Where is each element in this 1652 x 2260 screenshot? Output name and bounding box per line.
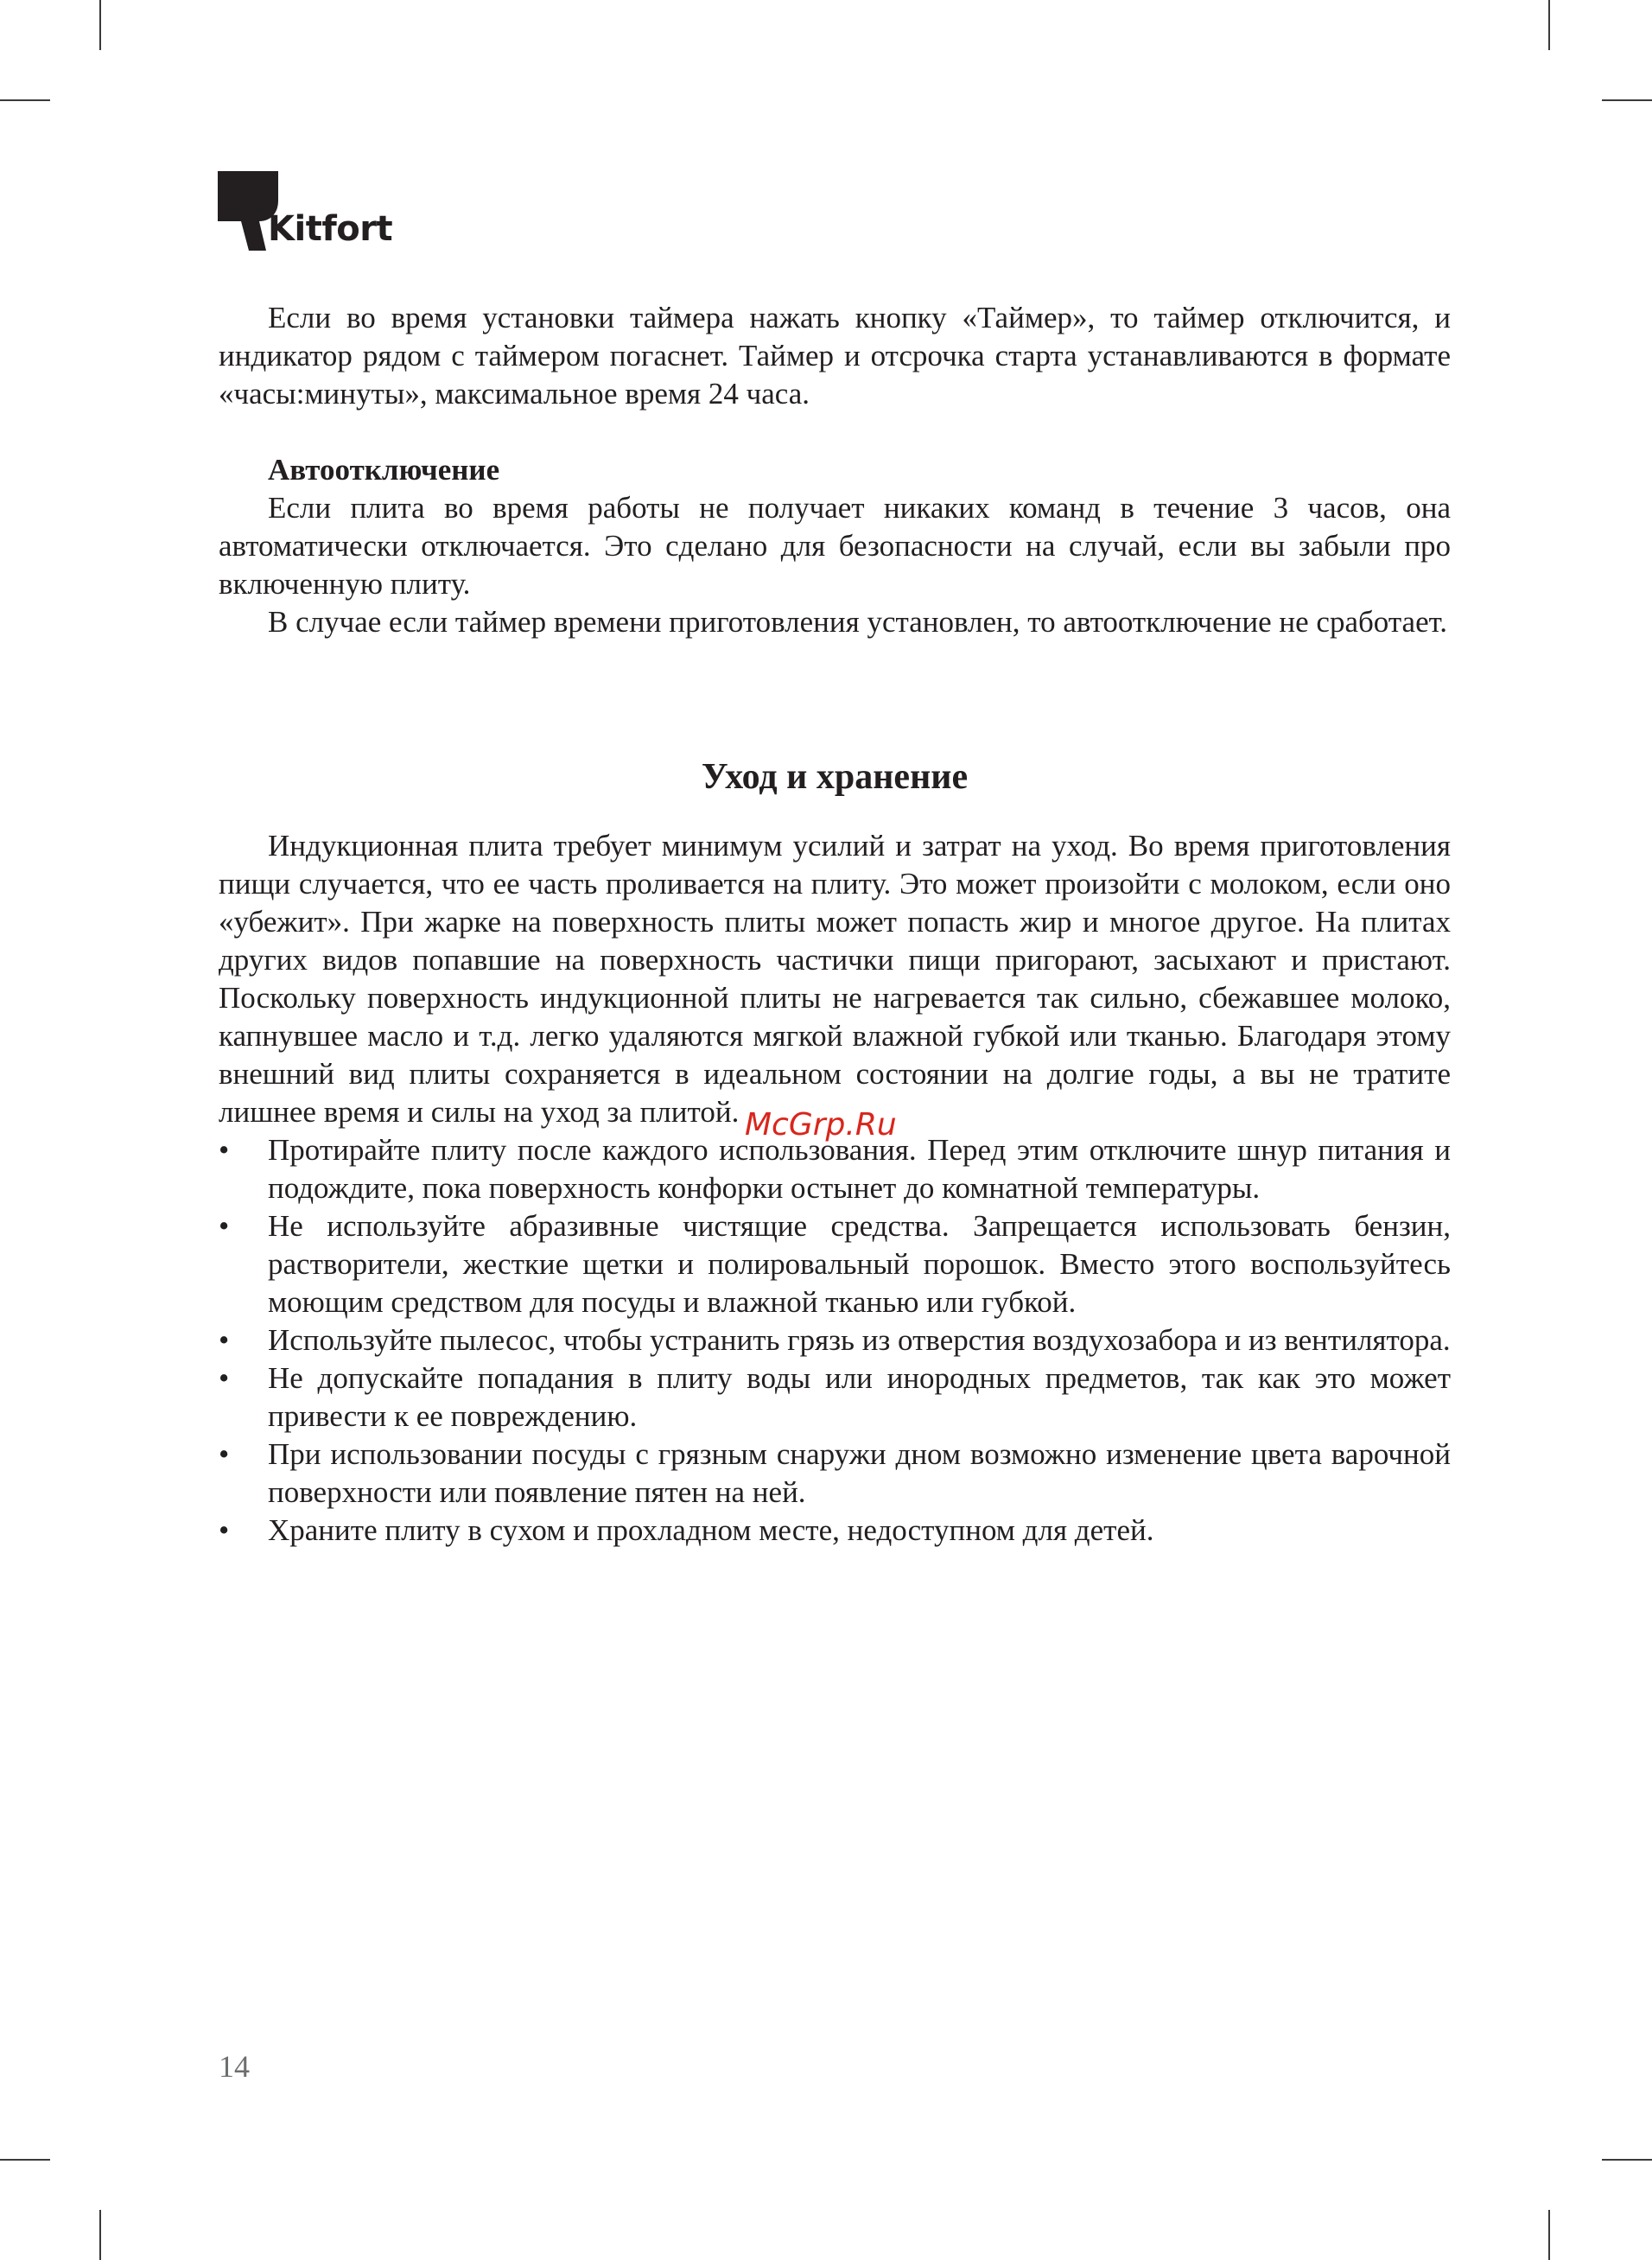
crop-mark (1602, 2159, 1652, 2161)
timer-paragraph: Если во время установки таймера нажать кнопку «Таймер», то таймер отключится, и индикатор рядом с таймером погаснет. Таймер и отсрочка старта устанавливаются в формате «часы:минуты», максимальное время 24 часа. (219, 301, 1451, 411)
document-body (219, 299, 1451, 1550)
list-item: • Протирайте плиту после каждого использования. Перед этим отключите шнур питания и подождите, пока поверхность конфорки остынет до комнатной температуры. (219, 1133, 1451, 1205)
bullet-icon: • (219, 1361, 230, 1395)
bullet-icon: • (219, 1323, 230, 1357)
crop-mark (1548, 0, 1550, 50)
auto-off-paragraph: В случае если таймер времени приготовления установлен, то автоотключение не сработает. (268, 605, 1448, 639)
list-item: • Не используйте абразивные чистящие средства. Запрещается использовать бензин, растворители, жесткие щетки и полировальный порошок. Вместо этого воспользуйтесь моющим средством для посуды и влажной тканью или губкой. (219, 1209, 1451, 1319)
crop-mark (1548, 2210, 1550, 2260)
list-item: • При использовании посуды с грязным снаружи дном возможно изменение цвета варочной поверхности или появление пятен на ней. (219, 1437, 1451, 1509)
crop-mark (0, 2159, 50, 2161)
crop-mark (0, 99, 50, 101)
crop-mark (99, 0, 101, 50)
watermark: McGrp.Ru (745, 1107, 897, 1143)
bullet-icon: • (219, 1209, 230, 1243)
list-item: • Используйте пылесос, чтобы устранить грязь из отверстия воздухозабора и из вентилятора. (219, 1321, 1451, 1359)
list-item: • Не допускайте попадания в плиту воды или инородных предметов, так как это может привести к ее повреждению. (219, 1361, 1451, 1433)
page-number: 14 (219, 2049, 250, 2084)
brand-name: Kitfort (268, 209, 393, 249)
list-item: • Храните плиту в сухом и прохладном месте, недоступном для детей. (219, 1512, 1451, 1550)
auto-off-heading: Автоотключение (268, 453, 500, 487)
bullet-icon: • (219, 1437, 230, 1471)
bullet-icon: • (219, 1513, 230, 1547)
auto-off-paragraph: Если плита во время работы не получает никаких команд в течение 3 часов, она автоматически отключается. Это сделано для безопасности на случай, если вы забыли про включенную плиту. (219, 491, 1451, 601)
crop-mark (1602, 99, 1652, 101)
brand-logo (218, 171, 391, 258)
section-title: Уход и хранение (701, 757, 969, 797)
bullet-icon: • (219, 1133, 230, 1167)
care-bullet-list (219, 1131, 1451, 1550)
care-intro-paragraph: Индукционная плита требует минимум усилий и затрат на уход. Во время приготовления пищи случается, что ее часть проливается на плиту. Это может произойти с молоком, если оно «убежит». При жарке на поверхность плиты может попасть жир и многое другое. На плитах других видов попавшие на поверхность частички пищи пригорают, засыхают и пристают. Поскольку поверхность индукционной плиты не нагревается так сильно, сбежавшее молоко, капнувшее масло и т.д. легко удаляются мягкой влажной губкой или тканью. Благодаря этому внешний вид плиты сохраняется в идеальном состоянии на долгие годы, а вы не тратите лишнее время и силы на уход за плитой. (219, 829, 1451, 1129)
crop-mark (99, 2210, 101, 2260)
